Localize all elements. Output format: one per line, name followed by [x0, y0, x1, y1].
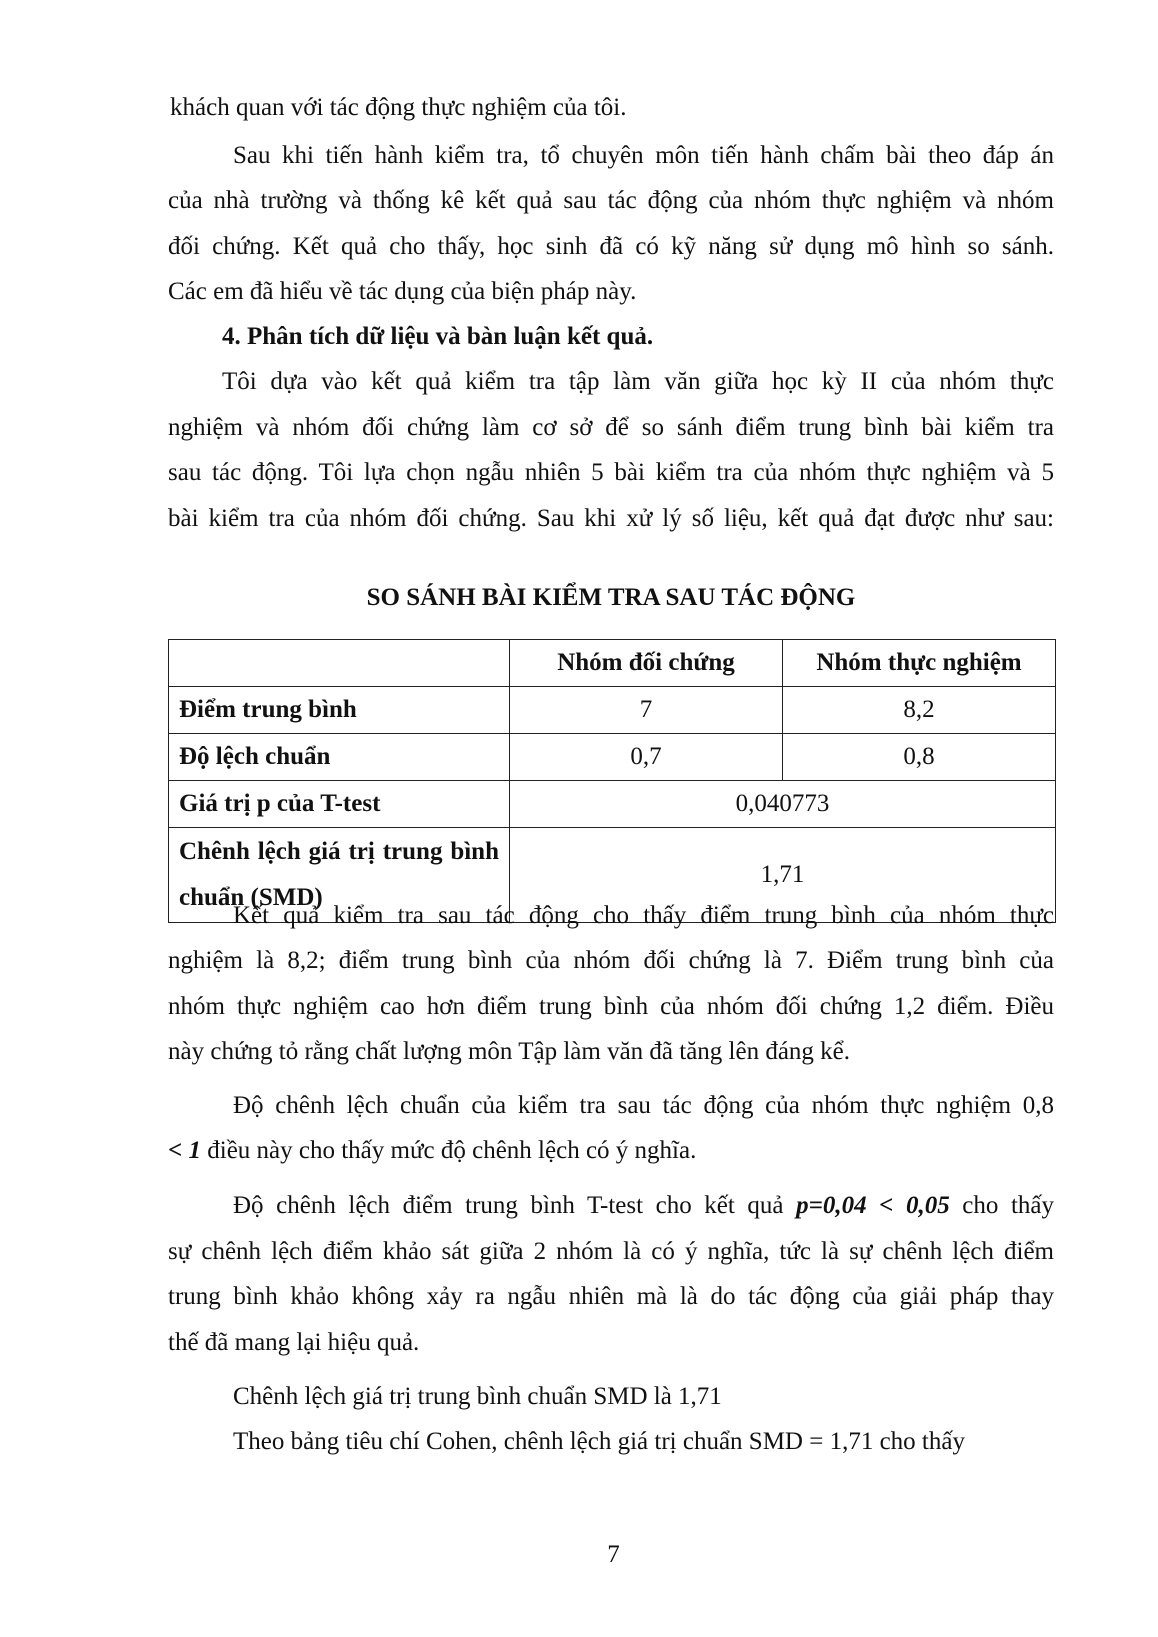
text-line: nghiệm là 8,2; điểm trung bình của nhóm đối chứng là 7. Điểm trung bình của: [168, 947, 1054, 974]
text-line: Độ chênh lệch chuẩn của kiểm tra sau tác động của nhóm thực nghiệm 0,8: [233, 1092, 1054, 1119]
comparison-table: [168, 639, 1056, 923]
table-header-row: [169, 640, 1056, 687]
text-line: trung bình khảo không xảy ra ngẫu nhiên mà là do tác động của giải pháp thay: [168, 1283, 1054, 1310]
text-line: sự chênh lệch điểm khảo sát giữa 2 nhóm là có ý nghĩa, tức là sự chênh lệch điểm: [168, 1238, 1054, 1265]
table-cell: 0,8: [783, 734, 1056, 781]
text-span: Độ chênh lệch điểm trung bình T-test cho kết quả: [233, 1192, 797, 1219]
text-span: cho thấy: [949, 1192, 1055, 1219]
text-line: [168, 1136, 696, 1166]
text-line: Chênh lệch giá trị trung bình chuẩn SMD là 1,71: [233, 1383, 722, 1410]
header-cell-empty: [169, 640, 510, 687]
text-line: Tôi dựa vào kết quả kiểm tra tập làm văn giữa học kỳ II của nhóm thực: [222, 368, 1054, 395]
table-row: [169, 687, 1056, 734]
table-cell: 0,7: [510, 734, 783, 781]
table-row: [169, 781, 1056, 828]
table-title: SO SÁNH BÀI KIỂM TRA SAU TÁC ĐỘNG: [366, 584, 856, 611]
text-line: Các em đã hiểu về tác dụng của biện pháp này.: [168, 278, 637, 305]
row-label-text: Chênh lệch giá trị trung bình chuẩn (SMD): [179, 838, 499, 911]
text-line: của nhà trường và thống kê kết quả sau tác động của nhóm thực nghiệm và nhóm: [168, 187, 1054, 214]
text-line: khách quan với tác động thực nghiệm của tôi.: [170, 94, 627, 121]
row-label: Điểm trung bình: [169, 687, 510, 734]
row-label: Độ lệch chuẩn: [169, 734, 510, 781]
row-label: Giá trị p của T-test: [169, 781, 510, 828]
header-cell-experimental-group: Nhóm thực nghiệm: [783, 640, 1056, 687]
section-heading: 4. Phân tích dữ liệu và bàn luận kết quả.: [222, 323, 654, 350]
table-cell: 8,2: [783, 687, 1056, 734]
table-cell-merged: 1,71: [510, 828, 1056, 923]
text-line: sau tác động. Tôi lựa chọn ngẫu nhiên 5 bài kiểm tra của nhóm thực nghiệm và 5: [168, 459, 1054, 486]
text-line: thế đã mang lại hiệu quả.: [168, 1329, 420, 1356]
text-line: nghiệm và nhóm đối chứng làm cơ sở để so sánh điểm trung bình bài kiểm tra: [168, 414, 1054, 441]
text-line: đối chứng. Kết quả cho thấy, học sinh đã có kỹ năng sử dụng mô hình so sánh.: [168, 233, 1054, 260]
text-line: [233, 1191, 1054, 1221]
page-number: 7: [607, 1541, 620, 1568]
header-cell-control-group: Nhóm đối chứng: [510, 640, 783, 687]
text-line: Theo bảng tiêu chí Cohen, chênh lệch giá trị chuẩn SMD = 1,71 cho thấy: [233, 1428, 965, 1455]
table-row: [169, 734, 1056, 781]
text-line: này chứng tỏ rằng chất lượng môn Tập làm văn đã tăng lên đáng kể.: [168, 1038, 851, 1065]
table-cell: 7: [510, 687, 783, 734]
emphasis-text: < 1: [168, 1137, 201, 1164]
table-cell-merged: 0,040773: [510, 781, 1056, 828]
emphasis-text: p=0,04 < 0,05: [796, 1192, 950, 1219]
text-line: bài kiểm tra của nhóm đối chứng. Sau khi xử lý số liệu, kết quả đạt được như sau:: [168, 505, 1054, 532]
text-span: điều này cho thấy mức độ chênh lệch có ý nghĩa.: [201, 1137, 697, 1164]
text-line: Sau khi tiến hành kiểm tra, tổ chuyên môn tiến hành chấm bài theo đáp án: [233, 142, 1054, 169]
text-line: Kết quả kiểm tra sau tác động cho thấy điểm trung bình của nhóm thực: [233, 902, 1054, 929]
text-line: nhóm thực nghiệm cao hơn điểm trung bình của nhóm đối chứng 1,2 điểm. Điều: [168, 993, 1054, 1020]
